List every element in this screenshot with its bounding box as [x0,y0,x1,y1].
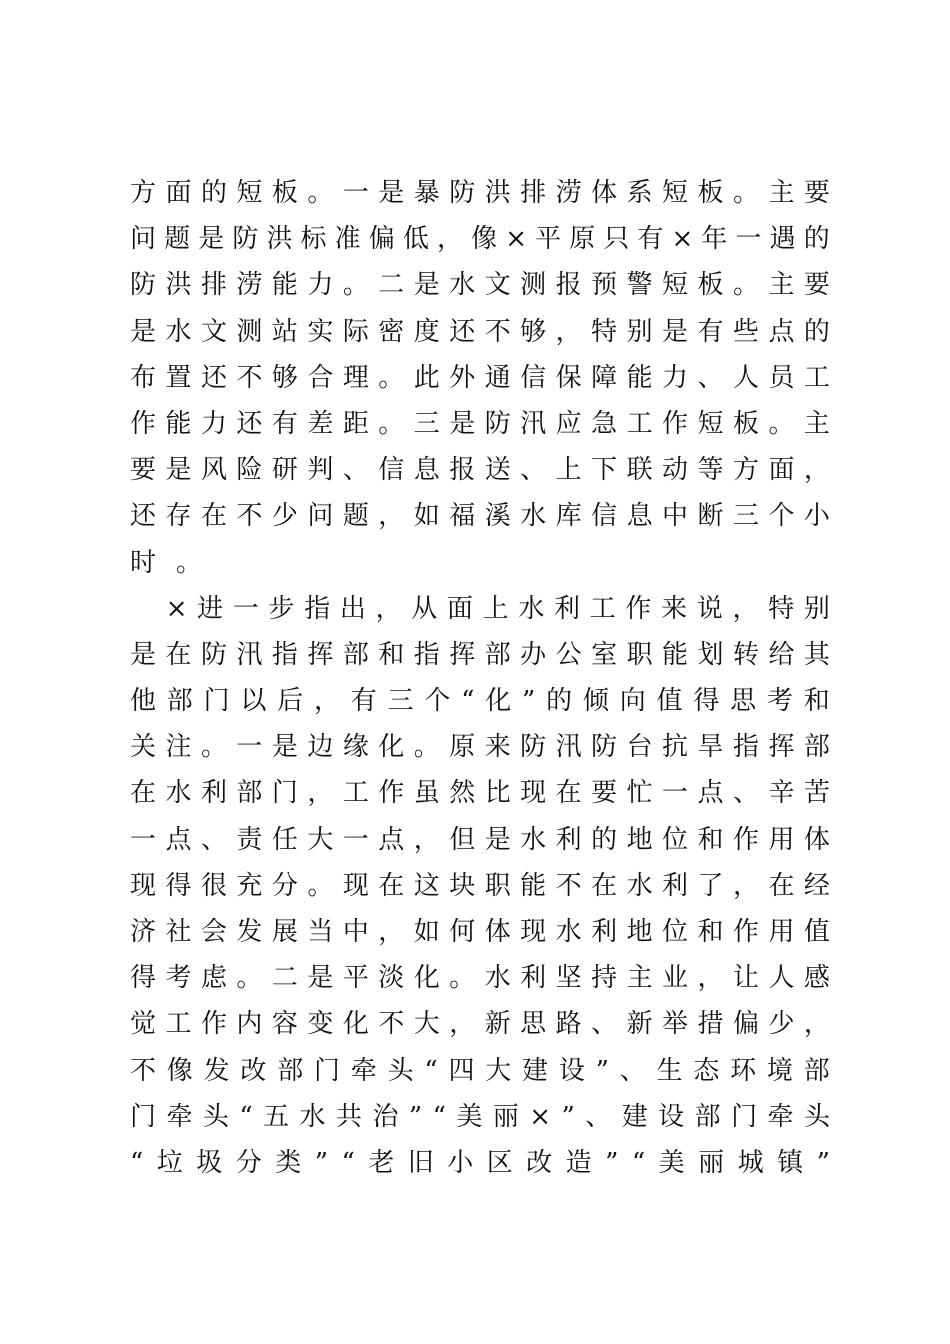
text-line: × 进 一 步 指 出 ， 从 面 上 水 利 工 作 来 说 ， 特 别 [165,593,830,624]
text-line: 门 牵 头 “ 五 水 共 治 ” “ 美 丽 × ” 、 建 设 部 门 牵 头 [130,1101,830,1132]
text-line: 是 在 防 汛 指 挥 部 和 指 挥 部 办 公 室 职 能 划 转 给 其 [130,639,830,670]
text-line: 济 社 会 发 展 当 中 ， 如 何 体 现 水 利 地 位 和 作 用 值 [130,917,830,947]
text-line: 觉 工 作 内 容 变 化 不 大 ， 新 思 路 、 新 举 措 偏 少 ， [130,1009,830,1040]
text-line: 方 面 的 短 板 。 一 是 暴 防 洪 排 涝 体 系 短 板 。 主 要 [130,178,830,208]
text-line: 要 是 风 险 研 判 、 信 息 报 送 、 上 下 联 动 等 方 面 ， [130,455,830,486]
text-line: 问 题 是 防 洪 标 准 偏 低 ， 像 × 平 原 只 有 × 年 一 遇 的 [130,224,830,255]
text-line: 关 注 。 一 是 边 缘 化 。 原 来 防 汛 防 台 抗 旱 指 挥 部 [130,732,830,763]
text-line: 在 水 利 部 门 ， 工 作 虽 然 比 现 在 要 忙 一 点 、 辛 苦 [130,778,830,809]
text-line: 时 。 [130,547,203,578]
text-line: 他 部 门 以 后 ， 有 三 个 “ 化 ” 的 倾 向 值 得 思 考 和 [130,686,830,717]
text-line: 是 水 文 测 站 实 际 密 度 还 不 够 ， 特 别 是 有 些 点 的 [130,316,830,347]
text-line: 布 置 还 不 够 合 理 。 此 外 通 信 保 障 能 力 、 人 员 工 [130,362,830,393]
text-line: 不 像 发 改 部 门 牵 头 “ 四 大 建 设 ” 、 生 态 环 境 部 [130,1055,830,1086]
text-line: 还 存 在 不 少 问 题 ， 如 福 溪 水 库 信 息 中 断 三 个 小 [130,501,830,532]
text-line: “ 垃 圾 分 类 ” “ 老 旧 小 区 改 造 ” “ 美 丽 城 镇 ” [130,1147,830,1178]
text-line: 防 洪 排 涝 能 力 。 二 是 水 文 测 报 预 警 短 板 。 主 要 [130,270,830,301]
text-line: 现 得 很 充 分 。 现 在 这 块 职 能 不 在 水 利 了 ， 在 经 [130,870,830,901]
text-line: 得 考 虑 。 二 是 平 淡 化 。 水 利 坚 持 主 业 ， 让 人 感 [130,963,830,994]
text-line: 一 点 、 责 任 大 一 点 ， 但 是 水 利 的 地 位 和 作 用 体 [130,824,830,855]
text-line: 作 能 力 还 有 差 距 。 三 是 防 汛 应 急 工 作 短 板 。 主 [130,408,830,439]
body-text [130,170,830,1186]
